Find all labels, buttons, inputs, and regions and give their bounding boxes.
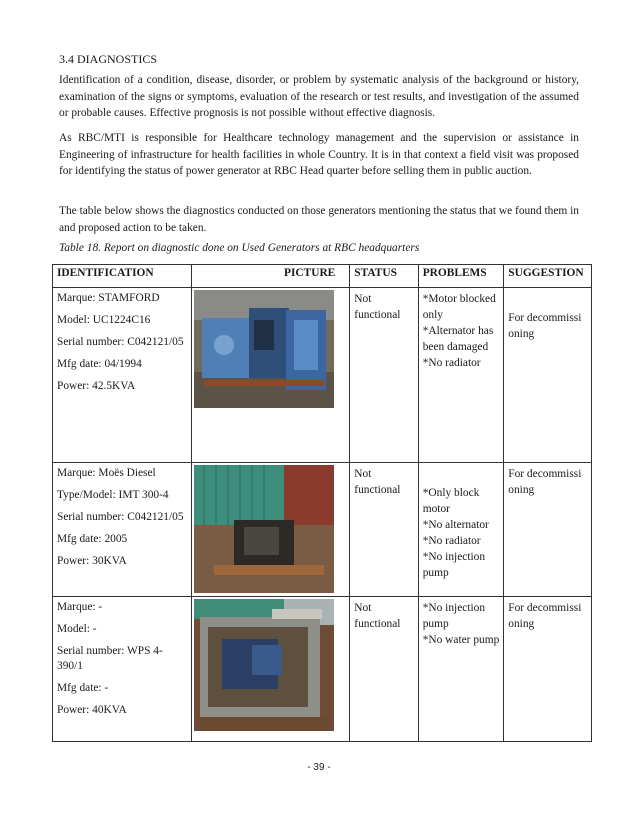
header-suggestion: SUGGESTION (504, 265, 592, 288)
id-marque: Marque: Moës Diesel (57, 467, 156, 479)
identification-cell (53, 463, 192, 597)
header-status: STATUS (350, 265, 418, 288)
id-serial: Serial number: C042121/05 (57, 336, 184, 348)
table-caption: Table 18. Report on diagnostic done on Used Generators at RBC headquarters (59, 242, 420, 254)
id-serial: Serial number: C042121/05 (57, 511, 184, 523)
problem-item: *No radiator (422, 357, 481, 369)
table-row (53, 288, 592, 463)
id-mfg-date: Mfg date: - (57, 682, 109, 694)
id-model: Type/Model: IMT 300-4 (57, 489, 169, 501)
suggestion-text: For decommissioning (508, 602, 582, 630)
suggestion-cell (504, 597, 592, 742)
generator-photo-3 (194, 599, 334, 731)
generator-diagnostics-table (52, 264, 592, 742)
header-identification: IDENTIFICATION (53, 265, 192, 288)
generator-photo-2 (194, 465, 334, 593)
table-header-row (53, 265, 592, 288)
table-row (53, 463, 592, 597)
problem-item: *No radiator (422, 535, 481, 547)
header-problems: PROBLEMS (418, 265, 504, 288)
problem-item: *Motor blocked only (422, 293, 496, 321)
paragraph-table-intro: The table below shows the diagnostics conducted on those generators mentioning the status that we found them in and proposed action to be taken. (59, 205, 579, 234)
picture-cell (192, 597, 350, 742)
problem-item: *No injection pump (422, 551, 486, 579)
identification-cell (53, 288, 192, 463)
id-power: Power: 30KVA (57, 555, 127, 567)
problem-item: *Alternator has been damaged (422, 325, 494, 353)
problem-item: *Only block motor (422, 487, 480, 515)
problems-cell (418, 288, 504, 463)
page-number: - 39 - (307, 762, 331, 773)
id-serial: Serial number: WPS 4-390/1 (57, 645, 163, 672)
id-mfg-date: Mfg date: 04/1994 (57, 358, 142, 370)
suggestion-text: For decommissioning (508, 312, 582, 340)
id-marque: Marque: STAMFORD (57, 292, 160, 304)
id-power: Power: 42.5KVA (57, 380, 136, 392)
status-cell: Not functional (350, 288, 418, 463)
status-cell: Not functional (350, 597, 418, 742)
id-model: Model: - (57, 623, 97, 635)
paragraph-definition: Identification of a condition, disease, disorder, or problem by systematic analysis of the background or history, examination of the signs or symptoms, evaluation of the research or test results, and investigation of the assumed or probable causes. Effective prognosis is not possible without effective diagnosis. (59, 74, 579, 119)
section-heading: 3.4 DIAGNOSTICS (59, 52, 158, 66)
picture-cell (192, 288, 350, 463)
id-marque: Marque: - (57, 601, 103, 613)
status-cell: Not functional (350, 463, 418, 597)
id-model: Model: UC1224C16 (57, 314, 151, 326)
header-picture: PICTURE (192, 265, 350, 288)
picture-cell (192, 463, 350, 597)
problem-item: *No water pump (422, 634, 500, 646)
problem-item: *No injection pump (422, 602, 486, 630)
problem-item: *No alternator (422, 519, 489, 531)
id-power: Power: 40KVA (57, 704, 127, 716)
id-mfg-date: Mfg date: 2005 (57, 533, 128, 545)
problems-cell (418, 463, 504, 597)
generator-photo-1 (194, 290, 334, 408)
suggestion-cell (504, 463, 592, 597)
identification-cell (53, 597, 192, 742)
suggestion-text: For decommissioning (508, 468, 582, 496)
paragraph-context: As RBC/MTI is responsible for Healthcare technology management and the supervision or assistance in Engineering of infrastructure for health facilities in whole Country. It is in that context a field visit was proposed for identifying the status of power generator at RBC Head quarter before selling them in public auction. (59, 132, 579, 177)
table-row (53, 597, 592, 742)
suggestion-cell (504, 288, 592, 463)
problems-cell (418, 597, 504, 742)
